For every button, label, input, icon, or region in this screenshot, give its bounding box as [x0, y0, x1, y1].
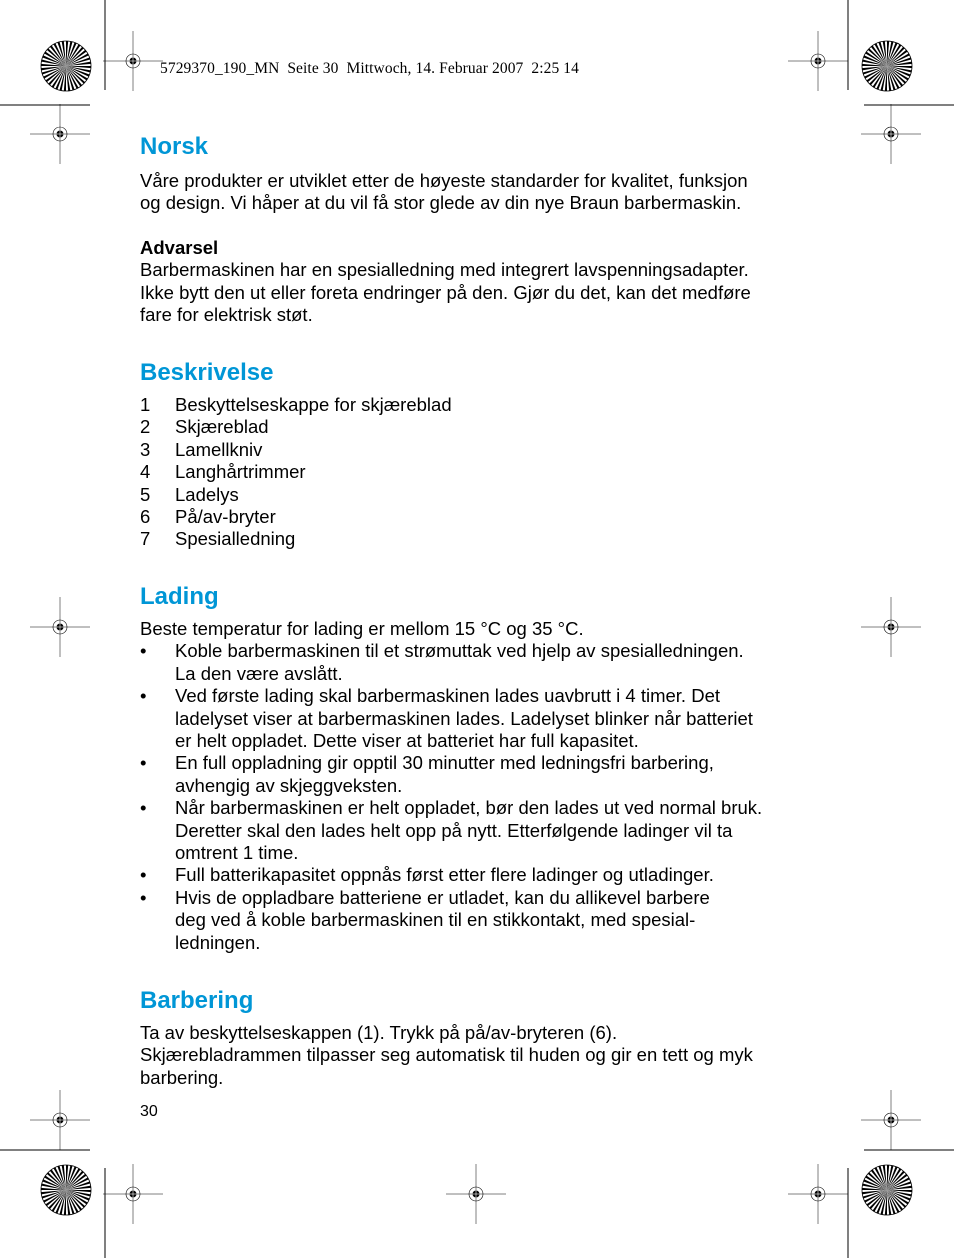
parts-list [140, 394, 820, 551]
starburst-mark [41, 1165, 91, 1215]
lading-body [140, 618, 820, 954]
bullet-line: ladelyset viser at barbermaskinen lades. Ladelyset blinker når batteriet [175, 707, 753, 729]
bullet-line: Hvis de oppladbare batteriene er utladet, kan du allikevel barbere [175, 886, 710, 908]
list-item [140, 416, 820, 438]
bullet-line: omtrent 1 time. [175, 842, 299, 864]
registration-mark [861, 104, 921, 164]
registration-mark [30, 104, 90, 164]
item-text: Langhårtrimmer [175, 461, 306, 483]
list-item [140, 394, 820, 416]
bullet-line: La den være avslått. [175, 662, 343, 684]
registration-mark [788, 1164, 848, 1224]
warning-title: Advarsel [140, 237, 219, 258]
bullet: • [140, 797, 147, 819]
bullet-line: avhengig av skjeggveksten. [175, 774, 403, 796]
bullet-item [140, 685, 820, 752]
item-number: 3 [140, 438, 151, 460]
item-number: 6 [140, 506, 151, 528]
text-line: barbering. [140, 1066, 224, 1088]
bullet: • [140, 640, 147, 662]
norsk-warning [140, 237, 820, 327]
bullet-line: deg ved å koble barbermaskinen til en stikkontakt, med spesial- [175, 909, 696, 931]
starburst-mark [862, 1165, 912, 1215]
list-item [140, 528, 820, 550]
item-text: På/av-bryter [175, 506, 276, 528]
item-text: Beskyttelseskappe for skjæreblad [175, 394, 452, 415]
item-number: 7 [140, 528, 151, 550]
registration-mark [446, 1164, 506, 1224]
item-text: Ladelys [175, 483, 239, 505]
bullet-line: Når barbermaskinen er helt oppladet, bør den lades ut ved normal bruk. [175, 797, 763, 819]
bullet-line: ledningen. [175, 931, 261, 953]
starburst-mark [862, 41, 912, 91]
text-line: Skjærebladrammen tilpasser seg automatisk til huden og gir en tett og myk [140, 1044, 753, 1066]
starburst-mark [41, 41, 91, 91]
bullet-item [140, 887, 820, 954]
item-number: 4 [140, 461, 151, 483]
lading-intro: Beste temperatur for lading er mellom 15 °C og 35 °C. [140, 618, 584, 639]
bullet: • [140, 864, 147, 886]
bullet-line: Koble barbermaskinen til et strømuttak ved hjelp av spesialledningen. [175, 640, 744, 662]
heading-lading: Lading [140, 583, 219, 610]
list-item [140, 484, 820, 506]
registration-mark [861, 1090, 921, 1150]
print-slug: 5729370_190_MN Seite 30 Mittwoch, 14. Februar 2007 2:25 14 [160, 60, 579, 77]
item-number: 5 [140, 483, 151, 505]
bullet: • [140, 685, 147, 707]
text-line: Ta av beskyttelseskappen (1). Trykk på på/av-bryteren (6). [140, 1022, 618, 1043]
list-item [140, 461, 820, 483]
item-text: Spesialledning [175, 528, 296, 550]
bullet-line: En full oppladning gir opptil 30 minutter med ledningsfri barbering, [175, 752, 714, 774]
bullet: • [140, 886, 147, 908]
bullet-line: Full batterikapasitet oppnås først etter flere ladinger og utladinger. [175, 864, 714, 886]
list-item [140, 439, 820, 461]
norsk-intro [140, 170, 820, 215]
registration-mark [103, 31, 163, 91]
bullet-item [140, 797, 820, 864]
registration-mark [103, 1164, 163, 1224]
bullet-item [140, 752, 820, 797]
list-item [140, 506, 820, 528]
registration-mark [788, 31, 848, 91]
barbering-body [140, 1022, 820, 1089]
page-number: 30 [140, 1103, 158, 1120]
item-number: 2 [140, 416, 151, 438]
bullet-line: Deretter skal den lades helt opp på nytt. Etterfølgende ladinger vil ta [175, 819, 733, 841]
registration-mark [30, 1090, 90, 1150]
text-line: fare for elektrisk støt. [140, 304, 313, 326]
bullet-line: er helt oppladet. Dette viser at batteriet har full kapasitet. [175, 730, 639, 752]
item-text: Lamellkniv [175, 438, 263, 460]
bullet: • [140, 752, 147, 774]
bullet-item [140, 864, 820, 886]
registration-mark [30, 597, 90, 657]
heading-barbering: Barbering [140, 987, 254, 1014]
item-number: 1 [140, 394, 151, 415]
bullet-item [140, 640, 820, 685]
text-line: Våre produkter er utviklet etter de høyeste standarder for kvalitet, funksjon [140, 170, 748, 191]
heading-norsk: Norsk [140, 133, 209, 160]
heading-beskrivelse: Beskrivelse [140, 359, 274, 386]
text-line: Ikke bytt den ut eller foreta endringer på den. Gjør du det, kan det medføre [140, 281, 751, 303]
item-text: Skjæreblad [175, 416, 269, 438]
text-line: Barbermaskinen har en spesialledning med integrert lavspenningsadapter. [140, 259, 749, 281]
registration-mark [861, 597, 921, 657]
bullet-line: Ved første lading skal barbermaskinen lades uavbrutt i 4 timer. Det [175, 685, 720, 707]
text-line: og design. Vi håper at du vil få stor glede av din nye Braun barbermaskin. [140, 192, 742, 214]
